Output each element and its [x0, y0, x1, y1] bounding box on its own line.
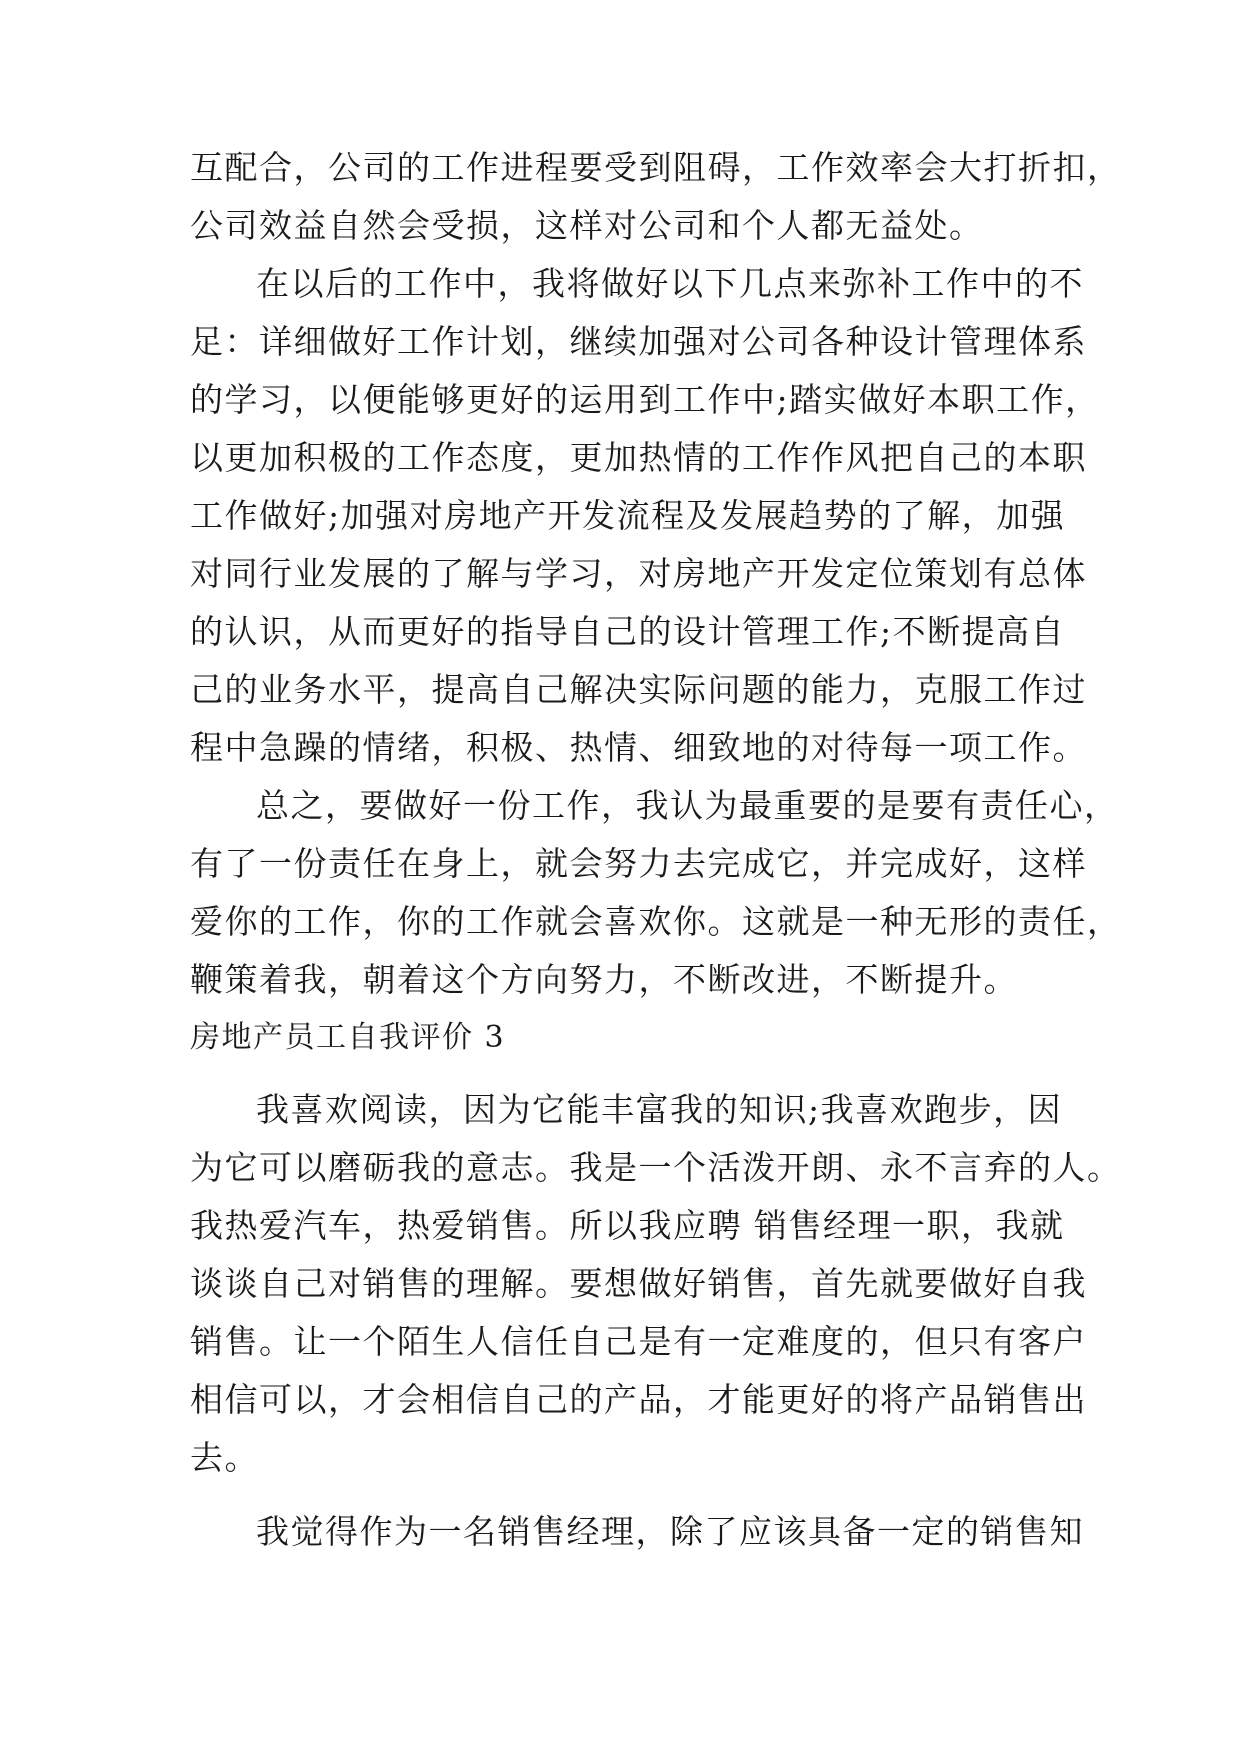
body-text-line: 爱你的工作，你的工作就会喜欢你。这就是一种无形的责任， — [190, 902, 1122, 941]
body-text-line: 互配合，公司的工作进程要受到阻碍，工作效率会大打折扣， — [190, 148, 1122, 187]
body-text-line: 我热爱汽车，热爱销售。所以我应聘 销售经理一职，我就 — [190, 1206, 1065, 1245]
body-text-line: 工作做好;加强对房地产开发流程及发展趋势的了解，加强 — [190, 496, 1066, 535]
paragraph-first-line: 我觉得作为一名销售经理，除了应该具备一定的销售知 — [256, 1512, 1084, 1551]
body-text-line: 的学习，以便能够更好的运用到工作中;踏实做好本职工作， — [190, 380, 1100, 419]
paragraph-first-line: 在以后的工作中，我将做好以下几点来弥补工作中的不 — [256, 264, 1084, 303]
body-text-line: 己的业务水平，提高自己解决实际问题的能力，克服工作过 — [190, 670, 1087, 709]
paragraph-first-line: 总之，要做好一份工作，我认为最重要的是要有责任心， — [256, 786, 1119, 825]
body-text-line: 销售。让一个陌生人信任自己是有一定难度的，但只有客户 — [190, 1322, 1087, 1361]
body-text-line: 的认识，从而更好的指导自己的设计管理工作;不断提高自 — [190, 612, 1066, 651]
body-text-line: 为它可以磨砺我的意志。我是一个活泼开朗、永不言弃的人。 — [190, 1148, 1122, 1187]
body-text-line: 有了一份责任在身上，就会努力去完成它，并完成好，这样 — [190, 844, 1087, 883]
body-text-line: 程中急躁的情绪，积极、热情、细致地的对待每一项工作。 — [190, 728, 1087, 767]
body-text-line: 以更加积极的工作态度，更加热情的工作作风把自己的本职 — [190, 438, 1087, 477]
body-text-line: 谈谈自己对销售的理解。要想做好销售，首先就要做好自我 — [190, 1264, 1087, 1303]
body-text-line: 鞭策着我，朝着这个方向努力，不断改进，不断提升。 — [190, 960, 1018, 999]
body-text-line: 对同行业发展的了解与学习，对房地产开发定位策划有总体 — [190, 554, 1087, 593]
body-text-line: 相信可以，才会相信自己的产品，才能更好的将产品销售出 — [190, 1380, 1087, 1419]
paragraph-first-line: 我喜欢阅读，因为它能丰富我的知识;我喜欢跑步，因 — [256, 1090, 1063, 1129]
section-heading: 房地产员工自我评价 3 — [190, 1020, 506, 1055]
body-text-line: 去。 — [190, 1438, 259, 1477]
body-text-line: 公司效益自然会受损，这样对公司和个人都无益处。 — [190, 206, 984, 245]
body-text-line: 足：详细做好工作计划，继续加强对公司各种设计管理体系 — [190, 322, 1087, 361]
